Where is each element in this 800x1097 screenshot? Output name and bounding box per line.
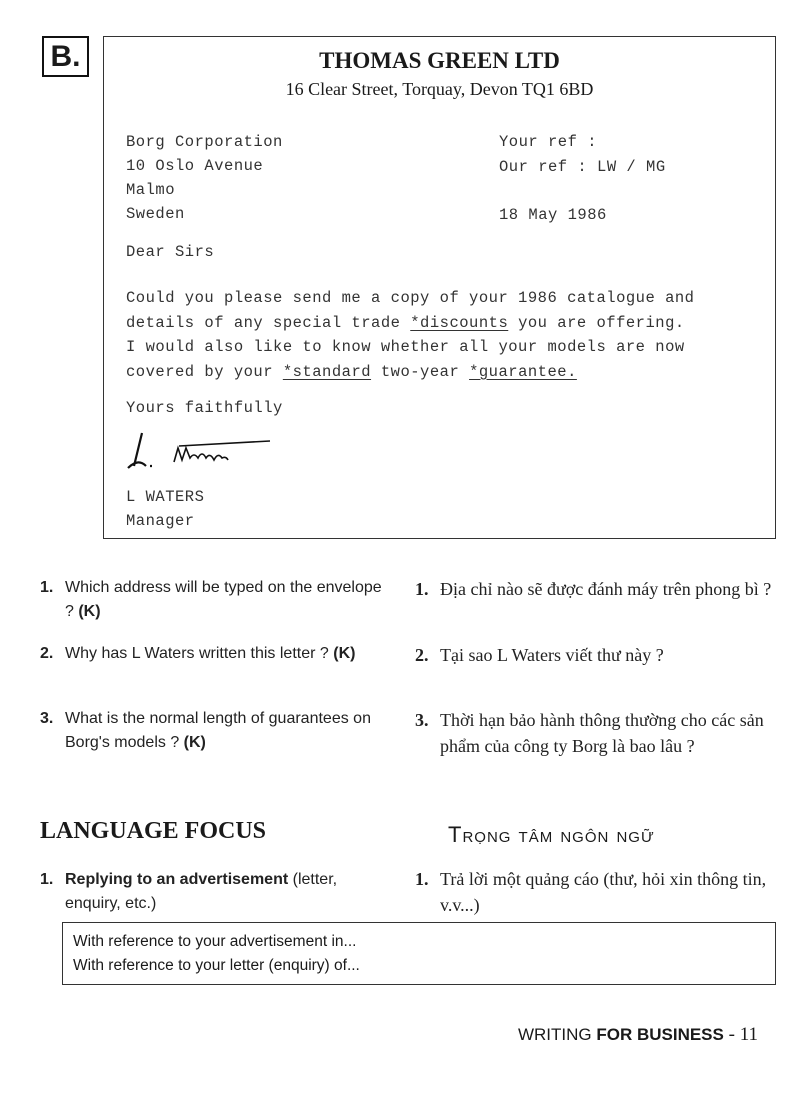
text: covered by your xyxy=(126,362,283,381)
text: two-year xyxy=(371,362,470,381)
question-number: 2. xyxy=(415,645,429,665)
recipient-line: 10 Oslo Avenue xyxy=(126,157,264,175)
question-number: 2. xyxy=(40,645,54,662)
item-number: 1. xyxy=(40,871,54,888)
letter-body xyxy=(126,286,695,384)
language-focus-heading: LANGUAGE FOCUS xyxy=(40,818,267,844)
company-name: THOMAS GREEN LTD xyxy=(319,48,560,73)
body-line: I would also like to know whether all your models are now xyxy=(126,338,685,356)
our-ref: Our ref : LW / MG xyxy=(499,158,666,176)
question-text: Which address will be typed on the envelope ? xyxy=(65,579,382,620)
company-address: 16 Clear Street, Torquay, Devon TQ1 6BD xyxy=(285,79,594,99)
keyword-guarantee: *guarantee. xyxy=(469,362,577,381)
question-item xyxy=(40,707,390,755)
question-item xyxy=(40,642,390,666)
keyword-discounts: *discounts xyxy=(410,313,509,332)
body-line: Could you please send me a copy of your 1986 catalogue and xyxy=(126,289,695,307)
question-item xyxy=(415,707,775,759)
page-footer xyxy=(518,1024,758,1046)
question-item xyxy=(415,576,775,602)
text: you are offering. xyxy=(508,313,685,332)
question-tag: (K) xyxy=(183,734,206,751)
question-item xyxy=(415,642,775,668)
item-title: Replying to an advertisement xyxy=(65,871,289,888)
question-tag: (K) xyxy=(333,645,356,662)
phrase: With reference to your letter (enquiry) of... xyxy=(73,957,360,974)
letter-date: 18 May 1986 xyxy=(499,206,607,224)
question-text: What is the normal length of guarantees on Borg's models ? xyxy=(65,710,371,751)
question-text: Địa chỉ nào sẽ được đánh máy trên phong bì ? xyxy=(440,579,772,599)
question-text: Thời hạn bảo hành thông thường cho các sản phẩm của công ty Borg là bao lâu ? xyxy=(440,710,764,756)
body-line xyxy=(126,360,695,385)
question-tag: (K) xyxy=(78,603,101,620)
question-item xyxy=(40,576,390,624)
item-text: Trả lời một quảng cáo (thư, hỏi xin thông tin, v.v...) xyxy=(440,869,767,915)
footer-bold: FOR BUSINESS xyxy=(596,1025,724,1044)
page-number: - 11 xyxy=(723,1024,758,1045)
signature xyxy=(124,428,274,483)
phrases-box xyxy=(62,922,776,985)
question-text: Why has L Waters written this letter ? xyxy=(65,645,334,662)
signer-title: Manager xyxy=(126,512,195,530)
recipient-line: Sweden xyxy=(126,205,185,223)
recipient-line: Malmo xyxy=(126,181,176,199)
question-number: 3. xyxy=(40,710,54,727)
signer-name: L WATERS xyxy=(126,488,205,506)
keyword-standard: *standard xyxy=(282,362,372,381)
recipient-address xyxy=(126,130,283,226)
question-number: 3. xyxy=(415,710,429,730)
recipient-line: Borg Corporation xyxy=(126,133,283,151)
your-ref: Your ref : xyxy=(499,133,598,151)
item-text: (letter, enquiry, etc.) xyxy=(65,871,338,912)
question-text: Tại sao L Waters viết thư này ? xyxy=(440,645,664,665)
phrase: With reference to your advertisement in... xyxy=(73,933,357,950)
item-number: 1. xyxy=(415,869,429,889)
text: details of any special trade xyxy=(126,313,411,332)
question-number: 1. xyxy=(40,579,54,596)
footer-text: WRITING xyxy=(517,1025,597,1044)
body-line xyxy=(126,311,695,336)
salutation: Dear Sirs xyxy=(126,243,215,261)
section-label: B. xyxy=(42,36,89,77)
question-number: 1. xyxy=(415,579,429,599)
language-focus-heading-vi: Trọng tâm ngôn ngữ xyxy=(448,822,655,847)
closing: Yours faithfully xyxy=(126,399,283,417)
